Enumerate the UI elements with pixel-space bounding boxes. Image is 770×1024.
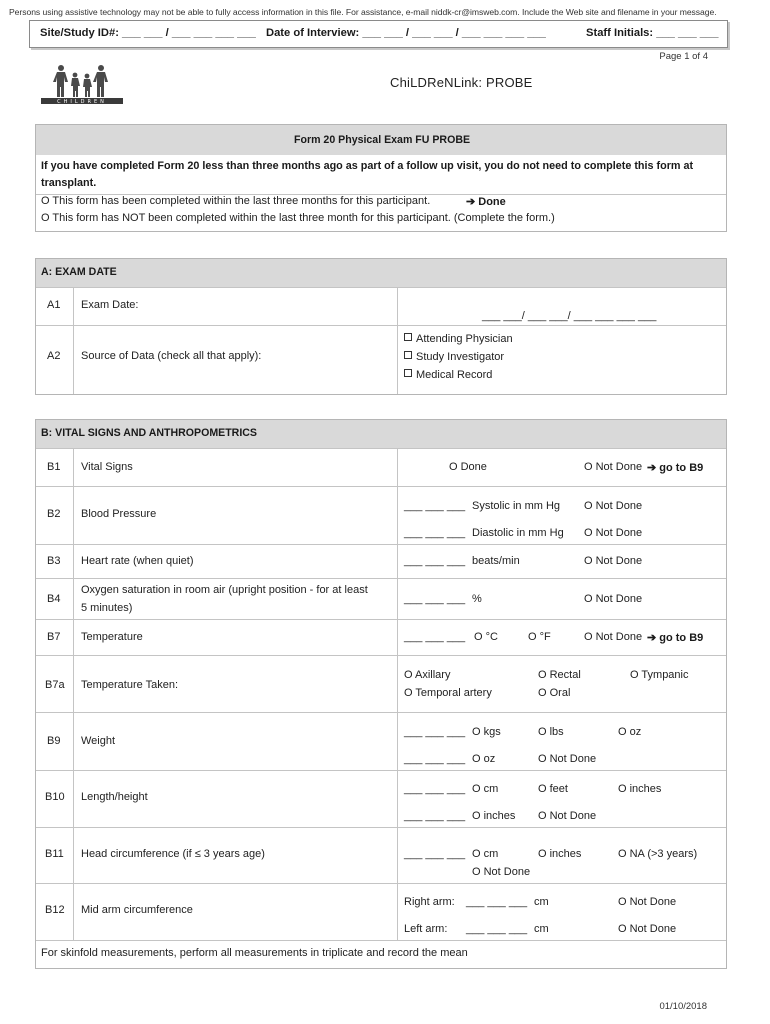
option-completed-radio[interactable]: O This form has been completed within the last three months for this participant. [41, 195, 431, 207]
divider [36, 578, 726, 579]
b7a-code: B7a [45, 679, 65, 691]
logo-text: CHILDREN [57, 99, 107, 105]
left-arm-not-done-radio[interactable]: O Not Done [618, 923, 677, 935]
divider [36, 325, 726, 326]
left-arm-unit: cm [534, 923, 549, 935]
b2-label: Blood Pressure [81, 508, 157, 520]
b1-label: Vital Signs [81, 461, 133, 473]
head-not-done-radio[interactable]: O Not Done [472, 866, 531, 878]
b7a-label: Temperature Taken: [81, 679, 179, 691]
rectal-radio[interactable]: O Rectal [538, 669, 581, 681]
site-study-id-field[interactable]: Site/Study ID#: ___ ___ / ___ ___ ___ ___ [40, 27, 256, 39]
study-investigator-checkbox[interactable]: Study Investigator [404, 351, 504, 363]
b10-label: Length/height [81, 791, 148, 803]
checkbox-icon [404, 369, 412, 377]
a2-code: A2 [47, 350, 61, 362]
skinfold-note: For skinfold measurements, perform all measurements in triplicate and record the mean [41, 947, 468, 959]
staff-initials-field[interactable]: Staff Initials: ___ ___ ___ [586, 27, 719, 39]
systolic-input[interactable]: ___ ___ ___ [404, 500, 466, 512]
fahrenheit-radio[interactable]: O °F [528, 631, 551, 643]
a1-code: A1 [47, 299, 61, 311]
divider [73, 449, 74, 940]
b9-code: B9 [47, 735, 61, 747]
a1-label: Exam Date: [81, 299, 139, 311]
length-inches2-radio[interactable]: O inches [472, 810, 516, 822]
length-inches-radio[interactable]: O inches [618, 783, 662, 795]
divider [397, 288, 398, 394]
form-header-title: Form 20 Physical Exam FU PROBE [294, 134, 471, 146]
id-bar [29, 20, 728, 48]
temperature-not-done-radio[interactable]: O Not Done [584, 631, 643, 643]
axillary-radio[interactable]: O Axillary [404, 669, 451, 681]
b12-label: Mid arm circumference [81, 904, 193, 916]
b11-label: Head circumference (if ≤ 3 years age) [81, 848, 265, 860]
oxygen-saturation-input[interactable]: ___ ___ ___ [404, 593, 466, 605]
interview-date-field[interactable]: Date of Interview: ___ ___ / ___ ___ / ___ ___ ___ ___ [266, 27, 546, 39]
b9-label: Weight [81, 735, 116, 747]
accessibility-notice: Persons using assistive technology may not be able to fully access information in this file. For assistance, e-mail niddk-cr@imsweb.com. Include the Web site and filename in your message. [9, 7, 717, 17]
b4-code: B4 [47, 593, 61, 605]
form-title: ChiLDReNLink: PROBE [390, 75, 533, 90]
vital-signs-not-done-radio[interactable]: O Not Done [584, 461, 643, 473]
left-arm-input[interactable]: ___ ___ ___ [466, 923, 528, 935]
head-circumference-input[interactable]: ___ ___ ___ [404, 848, 466, 860]
tympanic-radio[interactable]: O Tympanic [630, 669, 689, 681]
b4-label-line2: 5 minutes) [81, 602, 133, 614]
length-cm-radio[interactable]: O cm [472, 783, 499, 795]
length-not-done-radio[interactable]: O Not Done [538, 810, 597, 822]
vital-signs-done-radio[interactable]: O Done [449, 461, 487, 473]
heart-rate-unit: beats/min [472, 555, 520, 567]
left-arm-label: Left arm: [404, 923, 448, 935]
section-b-title: B: VITAL SIGNS AND ANTHROPOMETRICS [41, 427, 257, 439]
systolic-unit: Systolic in mm Hg [472, 500, 561, 512]
b1-goto-label: ➔ go to B9 [647, 462, 704, 474]
divider [397, 449, 398, 940]
b7-goto-label: ➔ go to B9 [647, 632, 704, 644]
head-inches-radio[interactable]: O inches [538, 848, 582, 860]
right-arm-not-done-radio[interactable]: O Not Done [618, 896, 677, 908]
heart-rate-input[interactable]: ___ ___ ___ [404, 555, 466, 567]
temperature-input[interactable]: ___ ___ ___ [404, 631, 466, 643]
right-arm-unit: cm [534, 896, 549, 908]
form-header-instruction: If you have completed Form 20 less than three months ago as part of a follow up visit, you do not need to complete this form at transplant. [41, 160, 694, 189]
oxygen-not-done-radio[interactable]: O Not Done [584, 593, 643, 605]
right-arm-label: Right arm: [404, 896, 455, 908]
b10-code: B10 [45, 791, 65, 803]
head-cm-radio[interactable]: O cm [472, 848, 499, 860]
divider [36, 712, 726, 713]
exam-date-input[interactable]: ___ ___/ ___ ___/ ___ ___ ___ ___ [482, 310, 657, 322]
b11-code: B11 [45, 848, 64, 860]
b4-label-line1: Oxygen saturation in room air (upright position - for at least [81, 584, 368, 596]
weight-kgs-radio[interactable]: O kgs [472, 726, 501, 738]
divider [36, 770, 726, 771]
divider [36, 827, 726, 828]
b3-label: Heart rate (when quiet) [81, 555, 194, 567]
oral-radio[interactable]: O Oral [538, 687, 571, 699]
length-input[interactable]: ___ ___ ___ [404, 783, 466, 795]
childrennet-logo [41, 63, 123, 105]
weight-lbs-radio[interactable]: O lbs [538, 726, 564, 738]
temporal-artery-radio[interactable]: O Temporal artery [404, 687, 492, 699]
footer-date: 01/10/2018 [659, 1001, 707, 1012]
celsius-radio[interactable]: O °C [474, 631, 498, 643]
divider [73, 288, 74, 394]
divider [36, 287, 726, 288]
attending-physician-checkbox[interactable]: Attending Physician [404, 333, 513, 345]
done-arrow-label: ➔ Done [466, 196, 506, 208]
checkbox-icon [404, 333, 412, 341]
diastolic-unit: Diastolic in mm Hg [472, 527, 564, 539]
section-a-header [36, 259, 726, 287]
weight-oz-radio[interactable]: O oz [618, 726, 642, 738]
oxygen-saturation-unit: % [472, 593, 482, 605]
weight-input[interactable]: ___ ___ ___ [404, 726, 466, 738]
divider [36, 448, 726, 449]
weight-oz-input[interactable]: ___ ___ ___ [404, 753, 466, 765]
length-feet-radio[interactable]: O feet [538, 783, 568, 795]
head-na-radio[interactable]: O NA (>3 years) [618, 848, 698, 860]
option-not-completed-radio[interactable]: O This form has NOT been completed within the last three month for this participant. (Complete the form.) [41, 212, 555, 224]
heart-rate-not-done-radio[interactable]: O Not Done [584, 555, 643, 567]
systolic-not-done-radio[interactable]: O Not Done [584, 500, 643, 512]
right-arm-input[interactable]: ___ ___ ___ [466, 896, 528, 908]
diastolic-input[interactable]: ___ ___ ___ [404, 527, 466, 539]
divider [36, 940, 726, 941]
medical-record-checkbox[interactable]: Medical Record [404, 369, 492, 381]
diastolic-not-done-radio[interactable]: O Not Done [584, 527, 643, 539]
b12-code: B12 [45, 904, 65, 916]
weight-not-done-radio[interactable]: O Not Done [538, 753, 597, 765]
b7-code: B7 [47, 631, 61, 643]
page-number: Page 1 of 4 [659, 51, 708, 62]
divider [36, 619, 726, 620]
divider [36, 883, 726, 884]
length-inches-input[interactable]: ___ ___ ___ [404, 810, 466, 822]
b7-label: Temperature [81, 631, 143, 643]
a2-label: Source of Data (check all that apply): [81, 350, 262, 362]
b3-code: B3 [47, 555, 61, 567]
divider [36, 655, 726, 656]
b1-code: B1 [47, 461, 61, 473]
checkbox-icon [404, 351, 412, 359]
section-a-title: A: EXAM DATE [41, 266, 117, 278]
b2-code: B2 [47, 508, 61, 520]
divider [36, 486, 726, 487]
weight-oz2-radio[interactable]: O oz [472, 753, 496, 765]
divider [36, 544, 726, 545]
